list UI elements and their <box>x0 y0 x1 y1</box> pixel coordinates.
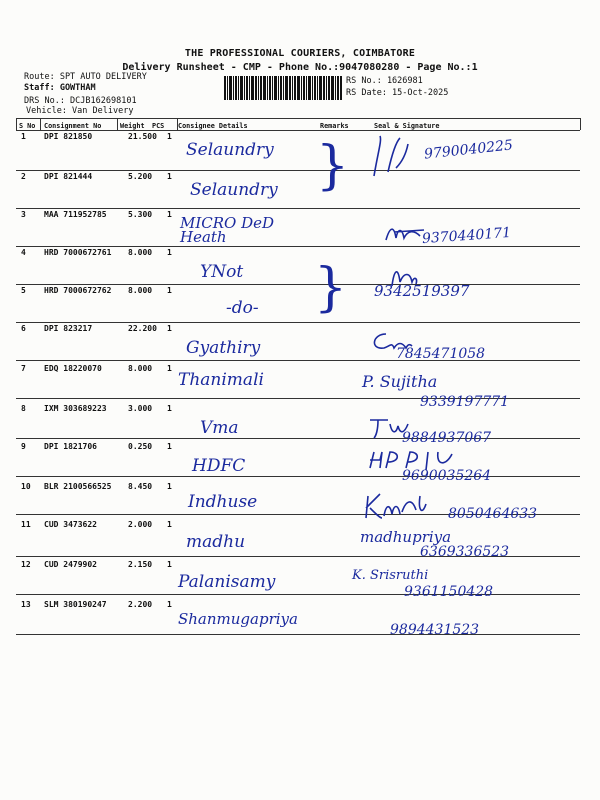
row-consignment: CUD 3473622 <box>44 520 97 529</box>
route-label: Route: SPT AUTO DELIVERY <box>24 72 147 82</box>
handwritten-phone: 9894431523 <box>390 622 480 638</box>
row-pcs: 1 <box>167 482 172 491</box>
row-sno: 5 <box>21 286 26 295</box>
row-pcs: 1 <box>167 560 172 569</box>
row-weight: 22.200 <box>128 324 157 333</box>
row-divider <box>16 360 580 361</box>
column-divider <box>580 118 581 130</box>
signature-scribble <box>362 490 442 522</box>
handwritten-phone: 9342519397 <box>374 282 470 300</box>
row-pcs: 1 <box>167 132 172 141</box>
handwritten-consignee: Vma <box>200 418 239 438</box>
barcode-image <box>224 76 342 100</box>
column-header-sno: S No <box>19 122 36 130</box>
row-pcs: 1 <box>167 600 172 609</box>
row-consignment: MAA 711952785 <box>44 210 107 219</box>
row-consignment: HRD 7000672762 <box>44 286 112 295</box>
handwritten-phone: 9790040225 <box>423 137 514 163</box>
row-weight: 8.000 <box>128 248 153 257</box>
row-divider <box>16 476 580 477</box>
column-header-consignee: Consignee Details <box>178 122 248 130</box>
row-pcs: 1 <box>167 364 172 373</box>
row-pcs: 1 <box>167 404 172 413</box>
row-consignment: HRD 7000672761 <box>44 248 112 257</box>
rs-number: RS No.: 1626981 <box>346 76 423 86</box>
row-weight: 5.300 <box>128 210 153 219</box>
company-name: THE PROFESSIONAL COURIERS, COIMBATORE <box>184 48 416 59</box>
table-header-bottom-border <box>16 130 580 131</box>
rs-date: RS Date: 15-Oct-2025 <box>346 88 449 98</box>
handwritten-consignee: Shanmugapriya <box>178 610 298 628</box>
row-divider <box>16 208 580 209</box>
row-sno: 4 <box>21 248 26 257</box>
handwritten-phone: 9361150428 <box>404 584 494 600</box>
handwritten-consignee: Gyathiry <box>186 338 261 358</box>
column-divider <box>40 118 41 130</box>
row-consignment: DPI 823217 <box>44 324 93 333</box>
row-consignment: BLR 2100566525 <box>44 482 112 491</box>
row-weight: 2.150 <box>128 560 153 569</box>
signature-scribble <box>366 132 416 182</box>
row-weight: 8.000 <box>128 286 153 295</box>
row-consignment: DPI 821444 <box>44 172 93 181</box>
handwritten-phone: 9884937067 <box>402 430 492 446</box>
row-consignment: SLM 380190247 <box>44 600 107 609</box>
drs-number: DRS No.: DCJB162698101 <box>24 96 137 106</box>
handwritten-consignee: MICRO DeD Heath <box>180 214 275 246</box>
handwritten-signature-name: P. Sujitha <box>362 372 438 391</box>
row-pcs: 1 <box>167 286 172 295</box>
runsheet-subtitle: Delivery Runsheet - CMP - Phone No.:9047080280 - Page No.:1 <box>122 62 478 73</box>
column-divider <box>16 118 17 130</box>
row-sno: 13 <box>21 600 31 609</box>
handwritten-phone: 8050464633 <box>448 506 538 522</box>
handwritten-phone: 9370440171 <box>421 224 512 248</box>
handwritten-phone: 9690035264 <box>402 468 492 484</box>
vehicle-label: Vehicle: Van Delivery <box>26 106 134 116</box>
table-top-border <box>16 118 580 119</box>
handwritten-signature-name: K. Srisruthi <box>352 568 429 583</box>
row-pcs: 1 <box>167 172 172 181</box>
remarks-brace: } <box>314 258 348 318</box>
row-consignment: DPI 821850 <box>44 132 93 141</box>
handwritten-consignee: Indhuse <box>188 492 258 512</box>
handwritten-signature-name: madhupriya <box>360 528 452 546</box>
row-divider <box>16 284 580 285</box>
column-header-weight: Weight <box>120 122 145 130</box>
row-sno: 8 <box>21 404 26 413</box>
row-sno: 12 <box>21 560 31 569</box>
row-divider <box>16 246 580 247</box>
row-weight: 2.200 <box>128 600 153 609</box>
row-pcs: 1 <box>167 442 172 451</box>
handwritten-consignee: Palanisamy <box>178 572 276 592</box>
row-consignment: CUD 2479902 <box>44 560 97 569</box>
row-sno: 9 <box>21 442 26 451</box>
handwritten-phone: 7845471058 <box>396 346 486 362</box>
row-weight: 8.450 <box>128 482 153 491</box>
handwritten-phone: 9339197771 <box>420 394 510 410</box>
column-divider <box>117 118 118 130</box>
handwritten-consignee: -do- <box>226 298 259 318</box>
row-divider <box>16 170 580 171</box>
row-sno: 7 <box>21 364 26 373</box>
row-weight: 2.000 <box>128 520 153 529</box>
row-pcs: 1 <box>167 324 172 333</box>
row-sno: 10 <box>21 482 31 491</box>
row-sno: 3 <box>21 210 26 219</box>
row-sno: 1 <box>21 132 26 141</box>
row-weight: 0.250 <box>128 442 153 451</box>
staff-label: Staff: GOWTHAM <box>24 83 96 93</box>
column-header-pcs: PCS <box>152 122 165 130</box>
row-consignment: EDQ 18220070 <box>44 364 102 373</box>
row-sno: 6 <box>21 324 26 333</box>
column-header-remarks: Remarks <box>320 122 349 130</box>
row-divider <box>16 634 580 635</box>
row-divider <box>16 322 580 323</box>
handwritten-consignee: Thanimali <box>178 370 264 390</box>
handwritten-consignee: Selaundry <box>186 140 274 160</box>
row-sno: 11 <box>21 520 31 529</box>
row-pcs: 1 <box>167 520 172 529</box>
column-header-consignment: Consignment No <box>44 122 102 130</box>
row-divider <box>16 594 580 595</box>
row-weight: 3.000 <box>128 404 153 413</box>
handwritten-consignee: HDFC <box>192 456 246 476</box>
row-weight: 5.200 <box>128 172 153 181</box>
row-weight: 21.500 <box>128 132 157 141</box>
column-header-seal-signature: Seal & Signature <box>374 122 440 130</box>
row-sno: 2 <box>21 172 26 181</box>
row-pcs: 1 <box>167 210 172 219</box>
row-consignment: DPI 1821706 <box>44 442 97 451</box>
row-pcs: 1 <box>167 248 172 257</box>
remarks-brace: } <box>316 136 350 196</box>
handwritten-consignee: Selaundry <box>190 180 278 200</box>
handwritten-phone: 6369336523 <box>420 544 510 560</box>
handwritten-consignee: madhu <box>186 532 246 552</box>
row-divider <box>16 438 580 439</box>
handwritten-consignee: YNot <box>200 262 244 282</box>
row-weight: 8.000 <box>128 364 153 373</box>
row-consignment: IXM 303689223 <box>44 404 107 413</box>
